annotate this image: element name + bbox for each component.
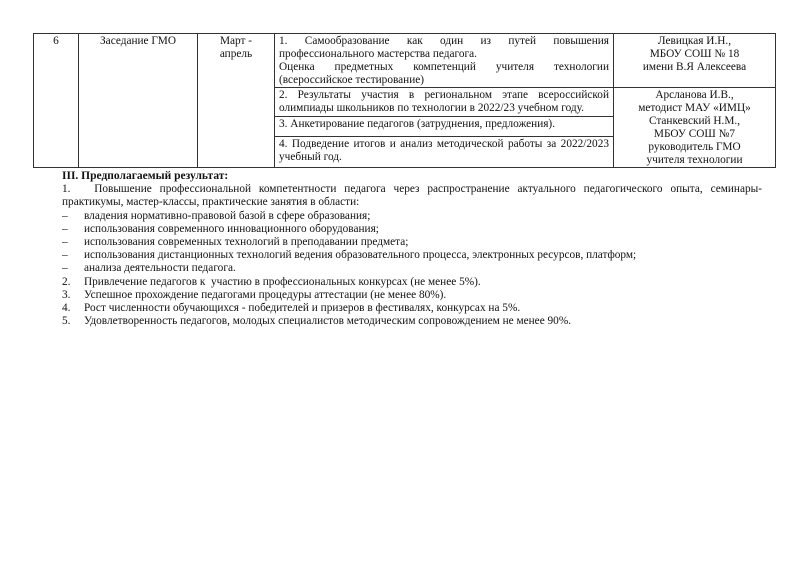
item-marker: 4. [62,302,71,315]
topic-cell [275,88,614,117]
dash-marker: – [62,262,68,275]
item-text: Привлечение педагогов к участию в профессиональных конкурсах (не менее 5%). [84,275,481,288]
result-item [62,276,762,289]
responsible-line: учителя технологии [646,154,743,166]
bullet-item [62,262,762,275]
topic-line: 3. Анкетирование педагогов (затруднения, предложения). [279,117,556,130]
topic-line: 4. Подведение итогов и анализ методической работы за 2022/2023 [279,138,609,151]
table-row [34,34,776,88]
responsible-line: Станкевский Н.М., [648,115,741,127]
dash-marker: – [62,249,68,262]
topic-line: Оценка предметных компетенций учителя технологии [279,61,609,73]
topic-cell [275,116,614,137]
result-item [62,289,762,302]
result-item-line [62,183,762,196]
event-date [198,34,275,168]
bullet-text: анализа деятельности педагога. [84,262,236,275]
topic-cell [275,34,614,88]
bullet-item [62,210,762,223]
dash-marker: – [62,236,68,249]
topic-line: (всероссийское тестирование) [279,74,425,86]
bullet-item [62,223,762,236]
responsible-line: имени В.Я Алексеева [642,61,747,73]
dash-marker: – [62,209,68,222]
item-text: Успешное прохождение педагогами процедуры аттестации (не менее 80%). [84,288,447,301]
topic-line: 2. Результаты участия в региональном этапе всероссийской [279,89,609,101]
topic-cell [275,137,614,168]
topic-line: олимпиады школьников по технологии в 2022/23 учебном году. [279,102,584,114]
event-name: Заседание ГМО [79,34,198,168]
section-heading: III. Предполагаемый результат: [62,170,229,182]
result-item [62,315,762,328]
topic-line: профессионального мастерства педагога. [279,48,477,60]
bullet-text: использования современных технологий в преподавании предмета; [84,236,409,249]
item-text: Рост численности обучающихся - победителей и призеров в фестивалях, конкурсах на 5%. [84,302,521,315]
item-text: Повышение профессиональной компетентности педагога через распространение актуального педагогического опыта, семинары- [94,183,762,196]
responsible-line: МБОУ СОШ №7 [653,128,736,140]
item-marker: 3. [62,288,71,301]
date-line: апрель [219,48,253,60]
responsible-cell [614,34,776,88]
topic-line: 1. Самообразование как один из путей повышения [279,35,609,47]
responsible-line: методист МАУ «ИМЦ» [638,102,751,114]
bullet-text: владения нормативно-правовой базой в сфере образования; [84,209,371,222]
item-marker: 1. [62,183,71,196]
responsible-line: Арсланова И.В., [655,89,734,101]
result-item [62,302,762,315]
topic-line: учебный год. [279,151,342,164]
bullet-item [62,236,762,249]
responsible-line: руководитель ГМО [648,141,741,153]
responsible-cell [614,88,776,168]
item-marker: 5. [62,315,71,328]
expected-results-section [62,170,762,328]
activity-table [33,33,776,168]
bullet-text: использования современного инновационного оборудования; [84,222,379,235]
item-text: Удовлетворенность педагогов, молодых специалистов методическим сопровождением не менее 90%. [84,315,572,328]
item-text: практикумы, мастер-классы, практические занятия в области: [62,196,360,209]
bullet-item [62,249,762,262]
date-line: Март - [219,35,253,47]
item-marker: 2. [62,275,71,288]
row-number: 6 [34,34,79,168]
bullet-text: использования дистанционных технологий ведения образовательного процесса, электронных ресурсов, платформ; [84,249,637,262]
result-item-1 [62,183,762,209]
responsible-line: МБОУ СОШ № 18 [649,48,740,60]
responsible-line: Левицкая И.Н., [657,35,732,47]
dash-marker: – [62,222,68,235]
